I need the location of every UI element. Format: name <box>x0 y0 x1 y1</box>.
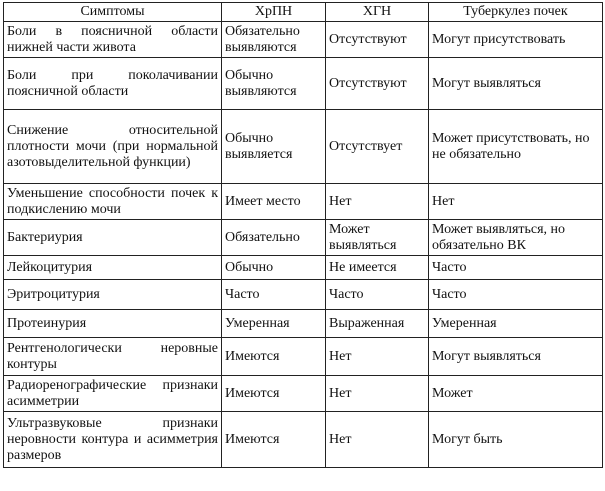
table-row <box>4 110 603 184</box>
hgn-cell: Может выявляться <box>326 220 429 256</box>
hrpn-cell: Имеет место <box>222 184 326 220</box>
hgn-cell: Часто <box>326 280 429 310</box>
symptoms-comparison-table <box>3 2 603 468</box>
hrpn-cell: Имеются <box>222 412 326 468</box>
symptom-cell: Ультразвуковые признаки неровности контура и асимметрия размеров <box>4 412 222 468</box>
table-row <box>4 310 603 338</box>
header-symptoms: Симптомы <box>4 3 222 22</box>
header-hgn: ХГН <box>326 3 429 22</box>
table-row <box>4 22 603 58</box>
symptom-cell: Снижение относительной плотности мочи (при нормальной азотовыделительной функции) <box>4 110 222 184</box>
table-row <box>4 376 603 412</box>
hgn-cell: Отсутствует <box>326 110 429 184</box>
hrpn-cell: Имеются <box>222 338 326 376</box>
hgn-cell: Не имеется <box>326 256 429 280</box>
hgn-cell: Нет <box>326 184 429 220</box>
tb-cell: Могут присутствовать <box>429 22 603 58</box>
hrpn-cell: Умеренная <box>222 310 326 338</box>
tb-cell: Часто <box>429 256 603 280</box>
hgn-cell: Нет <box>326 338 429 376</box>
table-row <box>4 184 603 220</box>
tb-cell: Могут выявляться <box>429 58 603 110</box>
hrpn-cell: Обычно <box>222 256 326 280</box>
tb-cell: Могут быть <box>429 412 603 468</box>
tb-cell: Может выявляться, но обязательно ВК <box>429 220 603 256</box>
header-hrpn: ХрПН <box>222 3 326 22</box>
table-row <box>4 58 603 110</box>
hgn-cell: Отсутствуют <box>326 58 429 110</box>
hgn-cell: Отсутствуют <box>326 22 429 58</box>
hrpn-cell: Обязательно выявляются <box>222 22 326 58</box>
tb-cell: Часто <box>429 280 603 310</box>
tb-cell: Нет <box>429 184 603 220</box>
symptom-cell: Эритроцитурия <box>4 280 222 310</box>
hgn-cell: Нет <box>326 376 429 412</box>
symptom-cell: Уменьшение способности почек к подкислению мочи <box>4 184 222 220</box>
table-row <box>4 256 603 280</box>
symptom-cell: Бактериурия <box>4 220 222 256</box>
hrpn-cell: Обычно выявляются <box>222 58 326 110</box>
symptom-cell: Боли в поясничной области нижней части живота <box>4 22 222 58</box>
hrpn-cell: Имеются <box>222 376 326 412</box>
tb-cell: Может <box>429 376 603 412</box>
symptom-cell: Боли при поколачивании поясничной области <box>4 58 222 110</box>
hrpn-cell: Часто <box>222 280 326 310</box>
hgn-cell: Нет <box>326 412 429 468</box>
header-row <box>4 3 603 22</box>
table-row <box>4 338 603 376</box>
hgn-cell: Выраженная <box>326 310 429 338</box>
header-tuberculosis: Туберкулез почек <box>429 3 603 22</box>
symptom-cell: Радиоренографические признаки асимметрии <box>4 376 222 412</box>
tb-cell: Умеренная <box>429 310 603 338</box>
hrpn-cell: Обычно выявляется <box>222 110 326 184</box>
hrpn-cell: Обязательно <box>222 220 326 256</box>
symptom-cell: Лейкоцитурия <box>4 256 222 280</box>
tb-cell: Могут выявляться <box>429 338 603 376</box>
table-row <box>4 220 603 256</box>
symptom-cell: Протеинурия <box>4 310 222 338</box>
table-row <box>4 280 603 310</box>
tb-cell: Может присутствовать, но не обязательно <box>429 110 603 184</box>
symptom-cell: Рентгенологически неровные контуры <box>4 338 222 376</box>
table-row <box>4 412 603 468</box>
